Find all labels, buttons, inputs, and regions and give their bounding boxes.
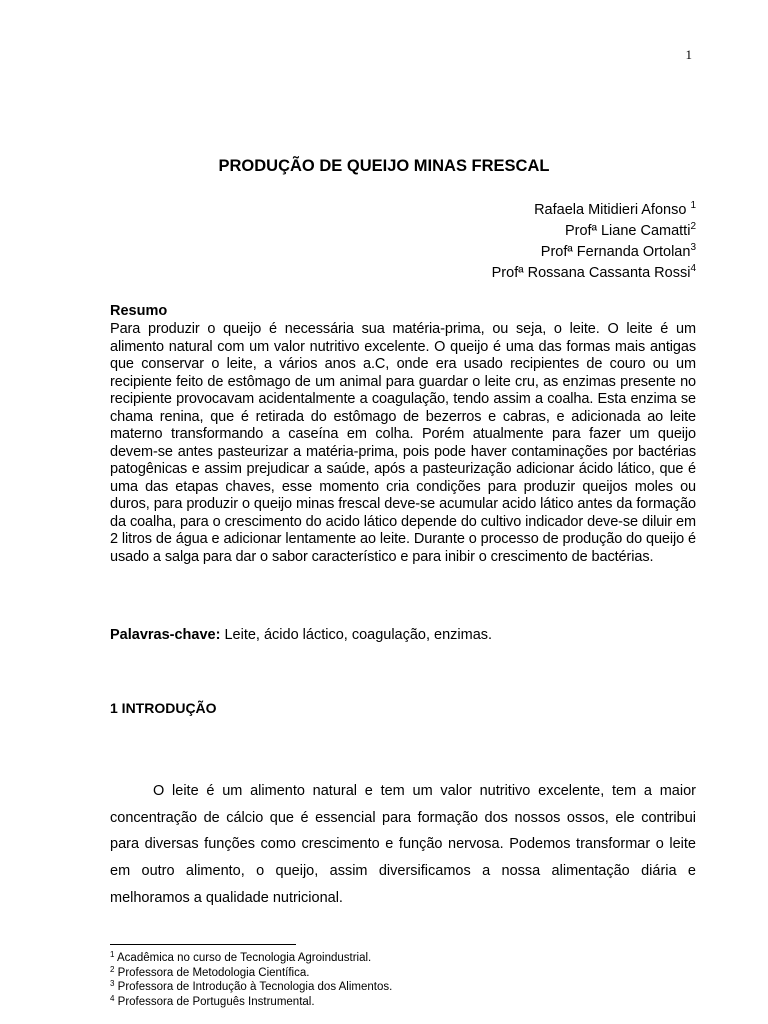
author-footnote-mark: 1 <box>690 200 696 211</box>
footnote <box>110 980 392 995</box>
author-footnote-mark: 3 <box>690 242 696 253</box>
author-name: Rafaela Mitidieri Afonso <box>534 202 691 218</box>
footnote-mark: 2 <box>110 964 115 974</box>
author-line <box>492 263 696 284</box>
footnote-mark: 4 <box>110 993 115 1003</box>
author-line <box>492 200 696 221</box>
footnote <box>110 995 392 1010</box>
keywords-label: Palavras-chave: <box>110 627 221 643</box>
section-heading-introduction: 1 INTRODUÇÃO <box>110 700 217 716</box>
footnote-mark: 3 <box>110 979 115 988</box>
author-name: Profª Rossana Cassanta Rossi <box>491 265 691 281</box>
abstract-heading: Resumo <box>110 303 168 319</box>
author-line <box>492 221 696 242</box>
footnote <box>110 951 392 966</box>
paper-title: PRODUÇÃO DE QUEIJO MINAS FRESCAL <box>218 157 550 175</box>
footnote-divider <box>110 944 296 945</box>
footnote <box>110 966 392 981</box>
author-name: Profª Liane Camatti <box>564 223 691 239</box>
introduction-text: O leite é um alimento natural e tem um valor nutritivo excelente, tem a maior concentração de cálcio que é essencial para formação dos nossos ossos, ele contribui para diversas funções como crescimento e função nervosa. Podemos transformar o leite em outro alimento, o queijo, assim diversificamos a nossa alimentação diária e melhoramos a qualidade nutricional. <box>110 783 696 906</box>
footnote-text: Professora de Introdução à Tecnologia dos Alimentos. <box>114 981 393 993</box>
keywords-text: Leite, ácido láctico, coagulação, enzimas. <box>220 627 493 643</box>
author-line <box>492 242 696 263</box>
author-footnote-mark: 2 <box>690 221 696 232</box>
author-name: Profª Fernanda Ortolan <box>540 244 691 260</box>
footnote-text: Professora de Metodologia Científica. <box>114 966 310 979</box>
page-number: 1 <box>685 47 692 62</box>
footnote-text: Acadêmica no curso de Tecnologia Agroindustrial. <box>114 952 372 964</box>
footnote-mark: 1 <box>110 950 115 959</box>
keywords <box>110 627 696 643</box>
author-footnote-mark: 4 <box>690 263 696 274</box>
footnote-text: Professora de Português Instrumental. <box>114 995 315 1008</box>
author-list <box>492 200 696 284</box>
footnotes <box>110 951 392 1009</box>
abstract-text: Para produzir o queijo é necessária sua matéria-prima, ou seja, o leite. O leite é um alimento natural com um valor nutritivo excelente. O queijo é uma das formas mais antigas que conservar o leite, a vários anos a.C, onde era usado recipientes de couro ou um recipiente feito de estômago de um animal para guardar o leite cru, as enzimas presente no recipiente provocavam acidentalmente a coagulação, tendo assim a coalha. Esta enzima se chama renina, que é retirada do estômago de bezerros e cabras, e adicionada ao leite materno transformando a caseína em colha. Porém atualmente para fazer um queijo devem-se antes pasteurizar a matéria-prima, pois pode haver contaminações por bactérias patogênicas e assim prejudicar a saúde, após a pasteurização adicionar ácido lático, que é uma das etapas chaves, esse momento cria condições para produzir queijos moles ou duros, para produzir o queijo minas frescal deve-se acumular acido lático antes da formação da coalha, para o crescimento do acido lático depende do cultivo indicador deve-se diluir em 2 litros de água e adicionar lentamente ao leite. Durante o processo de produção do queijo é usado a salga para dar o sabor característico e para inibir o crescimento de bactérias. <box>110 321 696 565</box>
